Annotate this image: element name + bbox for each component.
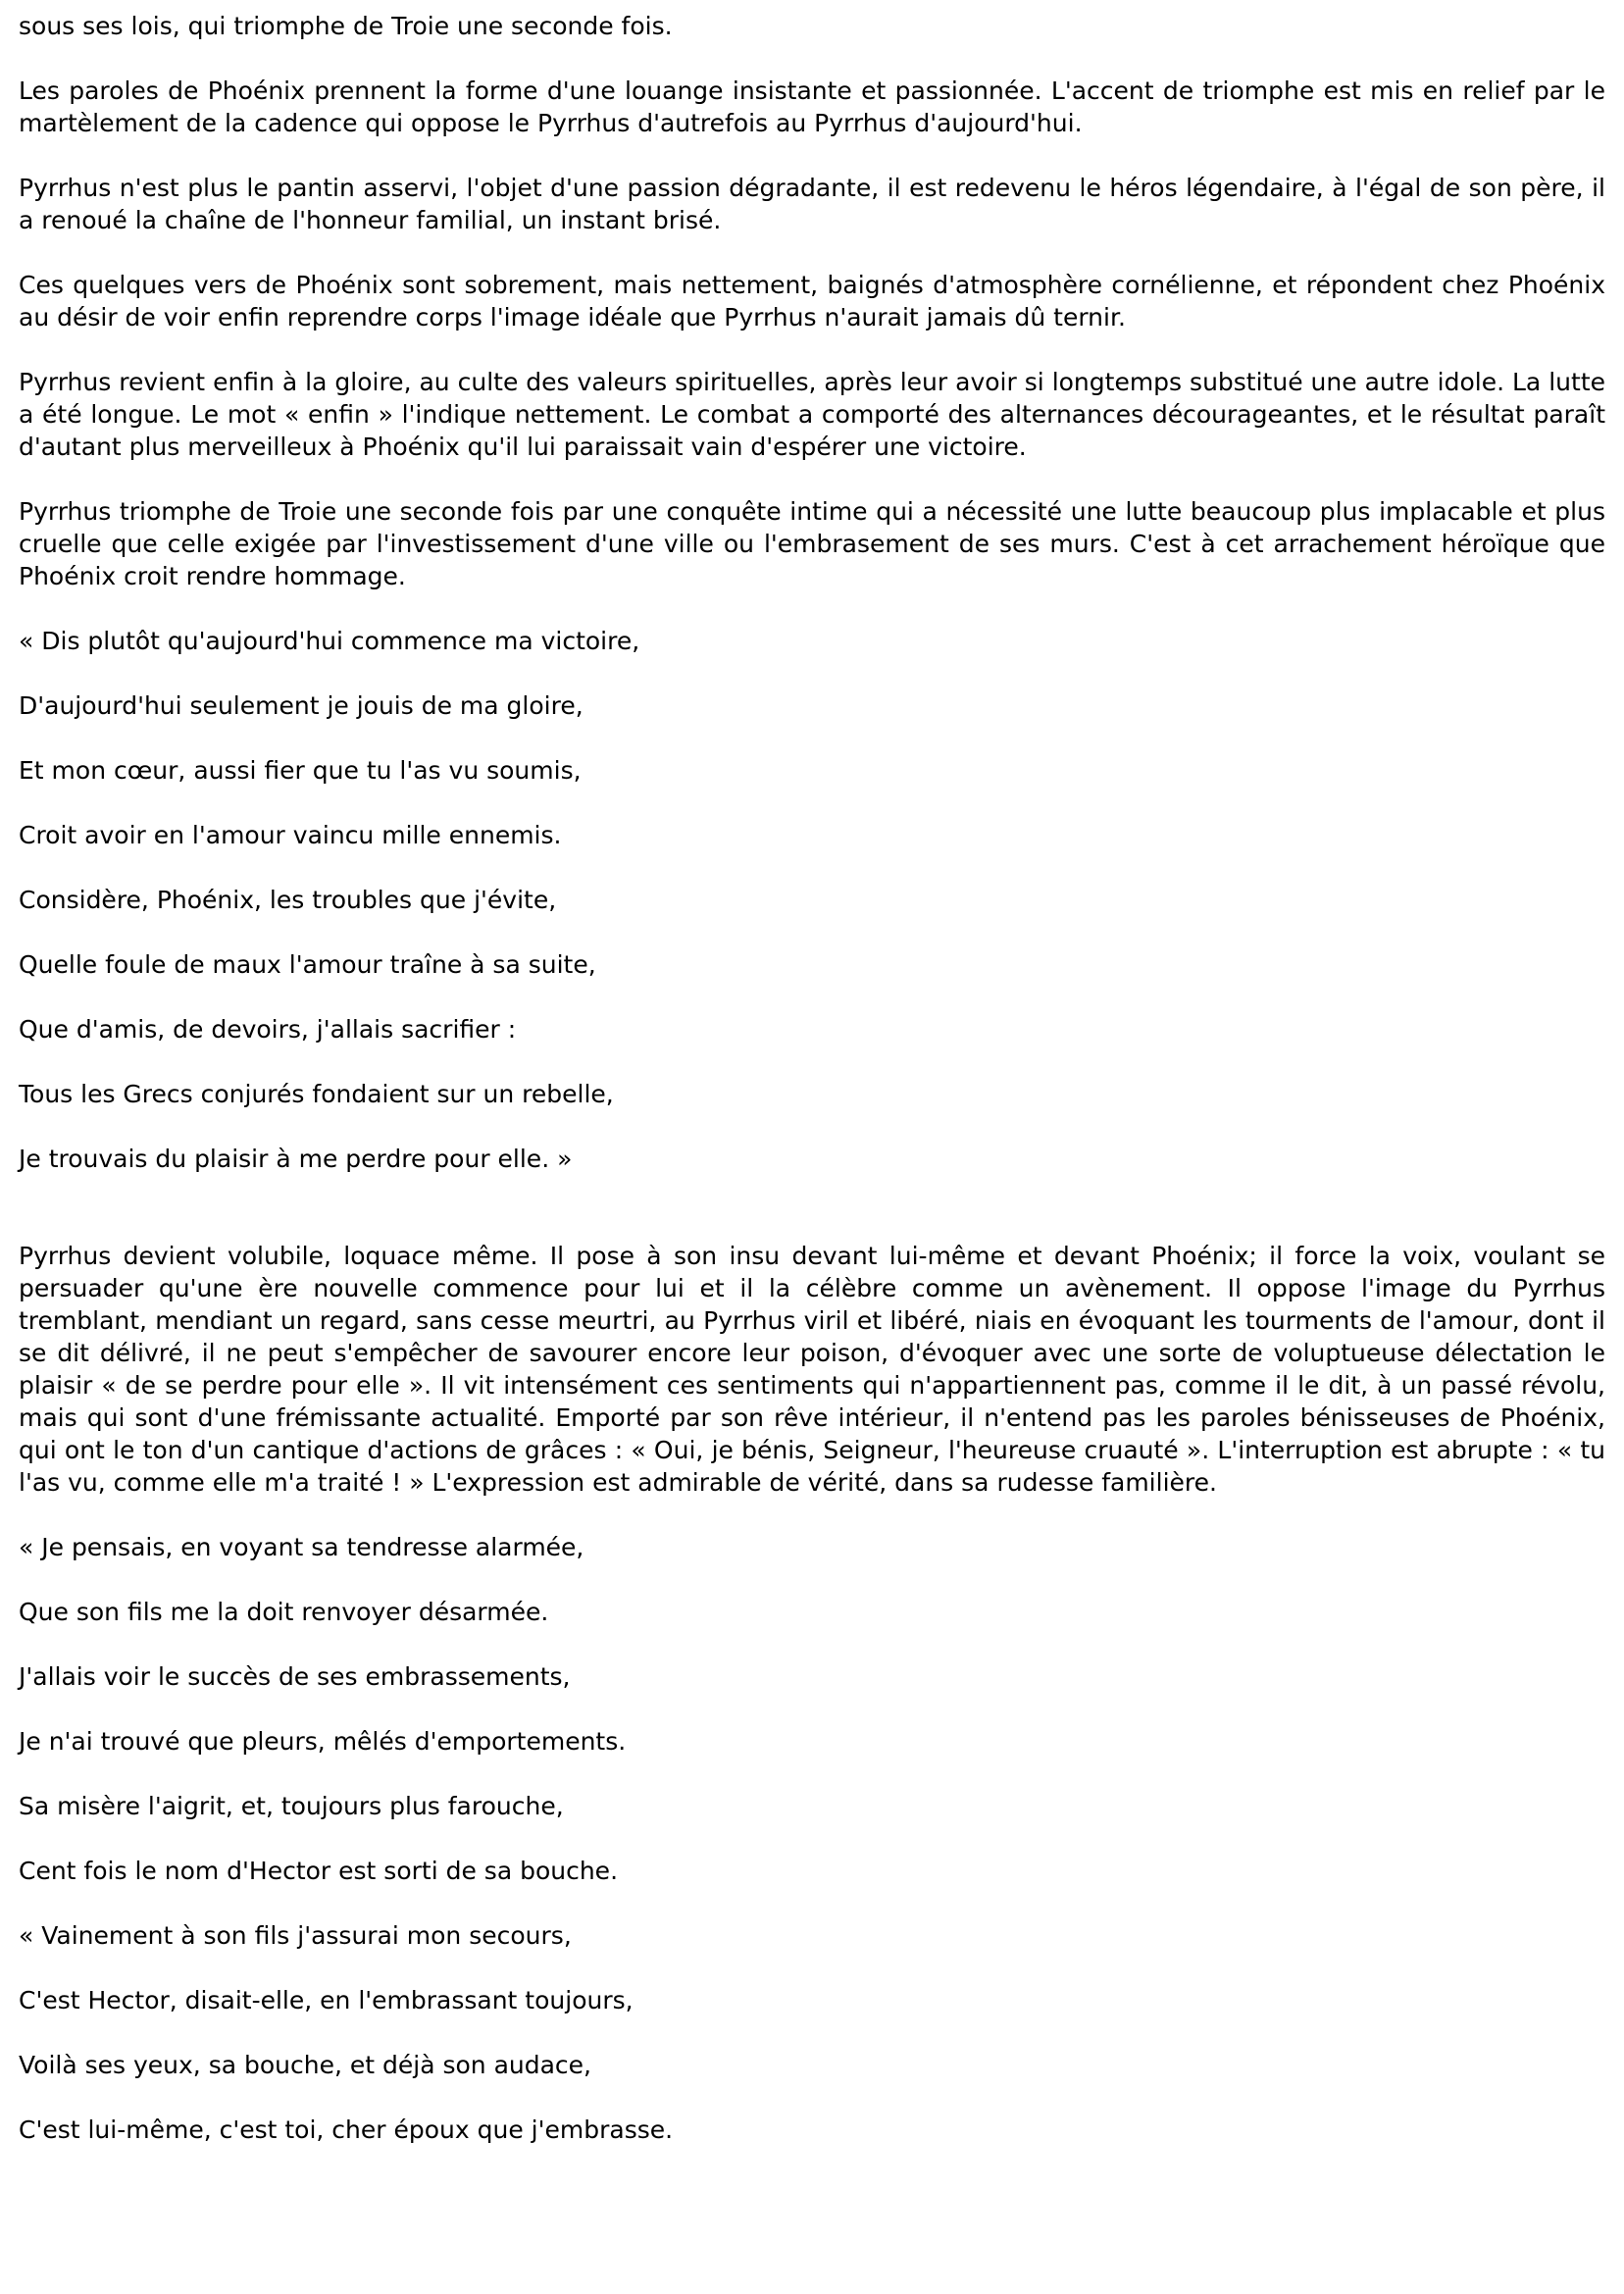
verse-line: Je trouvais du plaisir à me perdre pour elle. »	[19, 1145, 573, 1173]
verse-line: Que son fils me la doit renvoyer désarmée.	[19, 1598, 549, 1626]
verse-line: Cent fois le nom d'Hector est sorti de sa bouche.	[19, 1857, 619, 1885]
verse-line: C'est lui-même, c'est toi, cher époux que j'embrasse.	[19, 2116, 674, 2144]
paragraph-pyrrhus-hero: Pyrrhus n'est plus le pantin asservi, l'objet d'une passion dégradante, il est redevenu le héros légendaire, à l'égal de son père, il a renoué la chaîne de l'honneur familial, un instant brisé.	[19, 174, 1605, 234]
verse-quotation-2	[19, 1531, 1605, 2146]
paragraph-cornelian: Ces quelques vers de Phoénix sont sobrement, mais nettement, baignés d'atmosphère cornélienne, et répondent chez Phoénix au désir de voir enfin reprendre corps l'image idéale que Pyrrhus n'aurait jamais dû ternir.	[19, 271, 1605, 331]
verse-line: « Je pensais, en voyant sa tendresse alarmée,	[19, 1533, 584, 1561]
paragraph-return-to-glory: Pyrrhus revient enfin à la gloire, au culte des valeurs spirituelles, après leur avoir si longtemps substitué une autre idole. La lutte a été longue. Le mot « enfin » l'indique nettement. Le combat a comporté des alternances décourageantes, et le résultat paraît d'autant plus merveilleux à Phoénix qu'il lui paraissait vain d'espérer une victoire.	[19, 368, 1605, 461]
paragraph-troy-triumph: Pyrrhus triomphe de Troie une seconde fois par une conquête intime qui a nécessité une lutte beaucoup plus implacable et plus cruelle que celle exigée par l'investissement d'une ville ou l'embrasement de ses murs. C'est à cet arrachement héroïque que Phoénix croit rendre hommage.	[19, 497, 1605, 590]
verse-line: Croit avoir en l'amour vaincu mille ennemis.	[19, 821, 562, 849]
verse-line: Et mon cœur, aussi fier que tu l'as vu soumis,	[19, 756, 582, 785]
verse-line: Tous les Grecs conjurés fondaient sur un rebelle,	[19, 1080, 614, 1108]
document-page	[19, 10, 1605, 2178]
verse-quotation-1	[19, 625, 1605, 1175]
verse-line: « Dis plutôt qu'aujourd'hui commence ma victoire,	[19, 627, 640, 655]
verse-line: D'aujourd'hui seulement je jouis de ma gloire,	[19, 691, 584, 720]
paragraph-volubile: Pyrrhus devient volubile, loquace même. Il pose à son insu devant lui-même et devant Phoénix; il force la voix, voulant se persuader qu'une ère nouvelle commence pour lui et il la célèbre comme un avènement. Il oppose l'image du Pyrrhus tremblant, mendiant un regard, sans cesse meurtri, au Pyrrhus viril et libéré, niais en évoquant les tourments de l'amour, dont il se dit délivré, il ne peut s'empêcher de savourer encore leur poison, d'évoquer avec une sorte de voluptueuse délectation le plaisir « de se perdre pour elle ». Il vit intensément ces sentiments qui n'appartiennent pas, comme il le dit, à un passé révolu, mais qui sont d'une frémissante actualité. Emporté par son rêve intérieur, il n'entend pas les paroles bénisseuses de Phoénix, qui ont le ton d'un cantique d'actions de grâces : « Oui, je bénis, Seigneur, l'heureuse cruauté ». L'interruption est abrupte : « tu l'as vu, comme elle m'a traité ! » L'expression est admirable de vérité, dans sa rudesse familière.	[19, 1242, 1605, 1497]
spacer	[19, 1207, 1605, 1240]
verse-line: Considère, Phoénix, les troubles que j'évite,	[19, 886, 557, 914]
verse-line: « Vainement à son fils j'assurai mon secours,	[19, 1921, 572, 1950]
verse-line: Sa misère l'aigrit, et, toujours plus farouche,	[19, 1792, 564, 1820]
verse-line: Que d'amis, de devoirs, j'allais sacrifier :	[19, 1015, 517, 1044]
paragraph-phoenix-praise: Les paroles de Phoénix prennent la forme d'une louange insistante et passionnée. L'accent de triomphe est mis en relief par le martèlement de la cadence qui oppose le Pyrrhus d'autrefois au Pyrrhus d'aujourd'hui.	[19, 76, 1605, 137]
verse-line: J'allais voir le succès de ses embrassements,	[19, 1662, 571, 1691]
verse-line: Je n'ai trouvé que pleurs, mêlés d'emportements.	[19, 1727, 627, 1756]
verse-line: C'est Hector, disait-elle, en l'embrassant toujours,	[19, 1986, 634, 2014]
verse-line: Voilà ses yeux, sa bouche, et déjà son audace,	[19, 2051, 591, 2079]
verse-line: Quelle foule de maux l'amour traîne à sa suite,	[19, 950, 596, 979]
paragraph-opening: sous ses lois, qui triomphe de Troie une seconde fois.	[19, 12, 673, 40]
